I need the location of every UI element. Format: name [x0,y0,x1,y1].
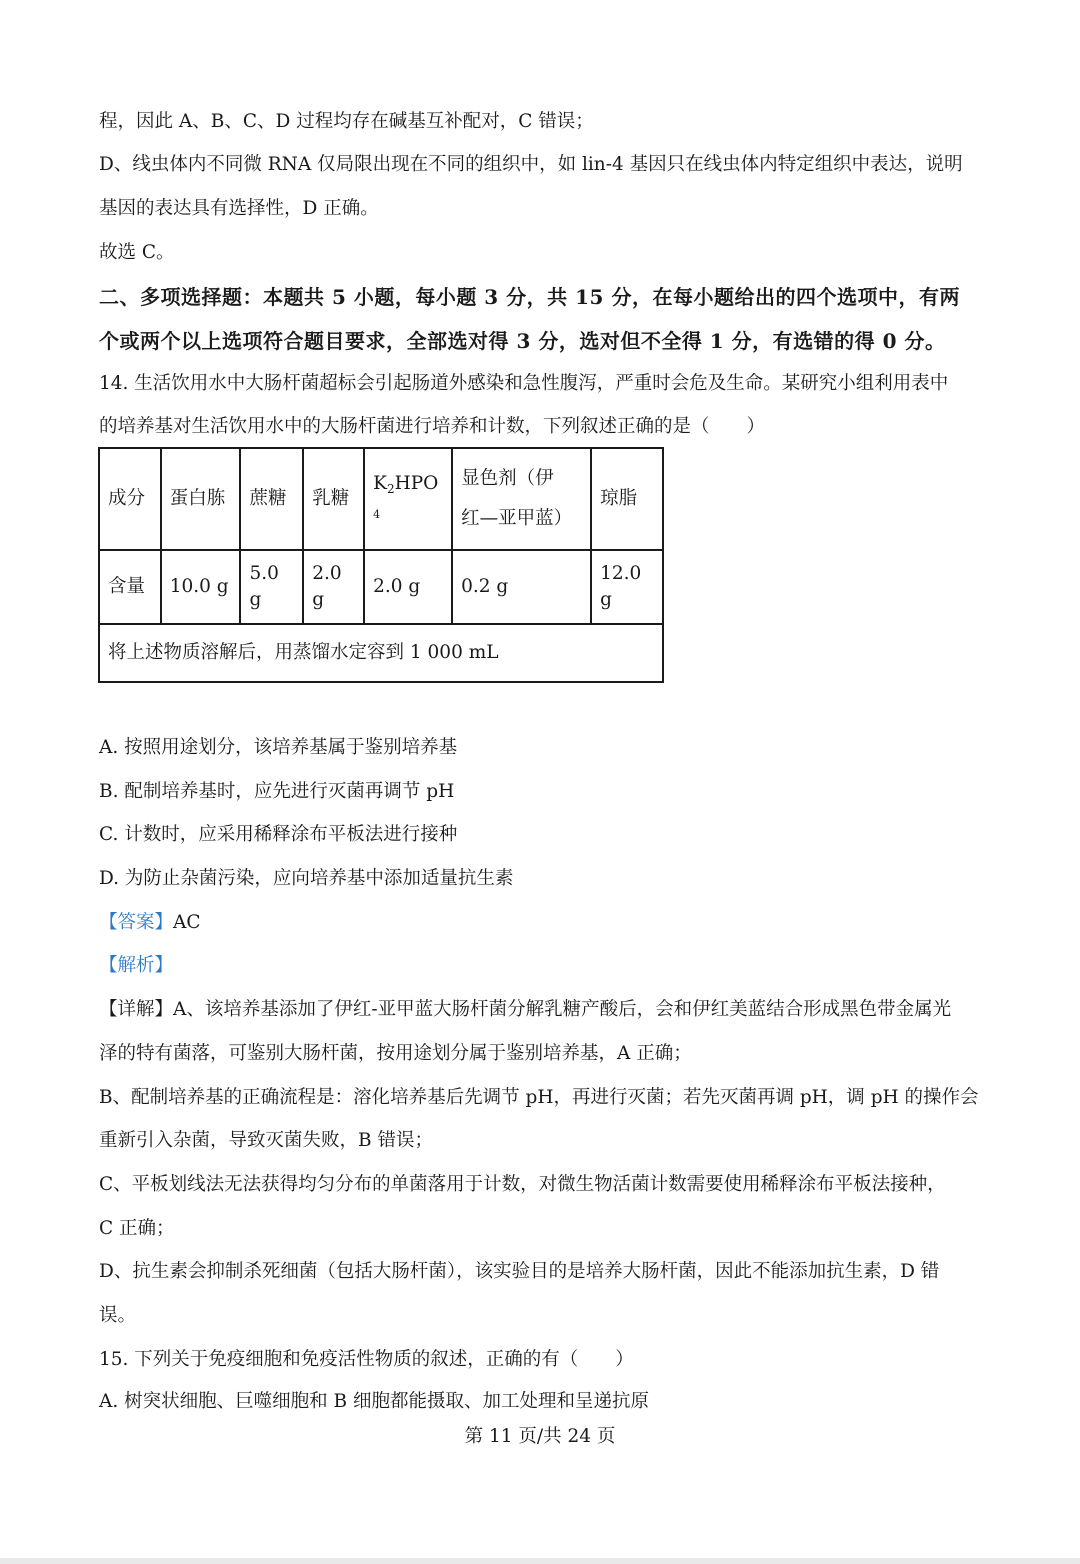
formula-k: K [373,472,387,494]
page-number: 第 11 页/共 24 页 [464,1426,616,1447]
detail-line-6: C 正确； [99,1218,175,1239]
detail-line-4: 重新引入杂菌，导致灭菌失败，B 错误； [99,1130,433,1151]
table-cell: 乳糖 [303,448,364,550]
analysis-label: 【解析】 [99,955,174,976]
table-cell: 10.0 g [161,550,241,624]
intro-line-1: 程，因此 A、B、C、D 过程均存在碱基互补配对，C 错误； [99,111,594,132]
answer-value: AC [173,912,201,933]
table-cell: 蔗糖 [240,448,303,550]
q15-option-a: A. 树突状细胞、巨噬细胞和 B 细胞都能摄取、加工处理和呈递抗原 [99,1391,649,1412]
section-heading-line-2: 个或两个以上选项符合题目要求，全部选对得 3 分，选对但不全得 1 分，有选错的得 0 分。 [99,329,946,353]
bottom-edge [0,1558,1080,1564]
table-cell: 2.0 g [303,550,364,624]
intro-line-4: 故选 C。 [99,242,175,263]
detail-line-2: 泽的特有菌落，可鉴别大肠杆菌，按用途划分属于鉴别培养基，A 正确； [99,1043,692,1064]
q14-answer [99,910,201,936]
table-cell: 5.0 g [240,550,303,624]
table-cell: 琼脂 [591,448,663,550]
detail-line-1: 【详解】A、该培养基添加了伊红-亚甲蓝大肠杆菌分解乳糖产酸后，会和伊红美蓝结合形成黑色带金属光 [99,999,952,1020]
table-cell: 12.0 g [591,550,663,624]
detail-line-8: 误。 [99,1305,137,1326]
table-row [99,550,663,624]
table-cell: 成分 [99,448,161,550]
indicator-line-2: 红—亚甲蓝） [461,508,573,529]
medium-composition-table [98,447,664,683]
q15-stem: 15. 下列关于免疫细胞和免疫活性物质的叙述，正确的有（ ） [99,1349,634,1370]
indicator-line-1: 显色剂（伊 [461,468,554,489]
table-cell: 含量 [99,550,161,624]
formula-sub-4: 4 [373,507,381,521]
detail-line-3: B、配制培养基的正确流程是：溶化培养基后先调节 pH，再进行灭菌；若先灭菌再调 pH，调 pH 的操作会 [99,1087,979,1108]
q14-stem-line-1: 14. 生活饮用水中大肠杆菌超标会引起肠道外感染和急性腹泻，严重时会危及生命。某研究小组利用表中 [99,373,949,394]
table-cell-k2hpo4 [364,448,452,550]
table-note: 将上述物质溶解后，用蒸馏水定容到 1 000 mL [99,624,663,682]
q14-option-b: B. 配制培养基时，应先进行灭菌再调节 pH [99,781,455,802]
table-cell: 2.0 g [364,550,452,624]
answer-label: 【答案】 [99,912,174,933]
intro-line-3: 基因的表达具有选择性，D 正确。 [99,198,379,219]
q14-option-a: A. 按照用途划分，该培养基属于鉴别培养基 [99,737,458,758]
table-cell-indicator [452,448,591,550]
q14-stem-line-2: 的培养基对生活饮用水中的大肠杆菌进行培养和计数，下列叙述正确的是（ ） [99,416,766,437]
intro-line-2: D、线虫体内不同微 RNA 仅局限出现在不同的组织中，如 lin-4 基因只在线虫体内特定组织中表达，说明 [99,154,963,175]
formula-hpo: HPO [394,472,439,494]
table-note-row [99,624,663,682]
table-header-row [99,448,663,550]
table-cell: 蛋白胨 [161,448,241,550]
table-cell: 0.2 g [452,550,591,624]
formula-sub-2: 2 [386,481,395,496]
detail-line-7: D、抗生素会抑制杀死细菌（包括大肠杆菌），该实验目的是培养大肠杆菌，因此不能添加抗生素，D 错 [99,1261,940,1282]
q14-option-d: D. 为防止杂菌污染，应向培养基中添加适量抗生素 [99,868,514,889]
detail-line-5: C、平板划线法无法获得均匀分布的单菌落用于计数，对微生物活菌计数需要使用稀释涂布平板法接种， [99,1174,946,1195]
section-heading-line-1: 二、多项选择题：本题共 5 小题，每小题 3 分，共 15 分，在每小题给出的四个选项中，有两 [99,285,960,309]
q14-option-c: C. 计数时，应采用稀释涂布平板法进行接种 [99,824,458,845]
